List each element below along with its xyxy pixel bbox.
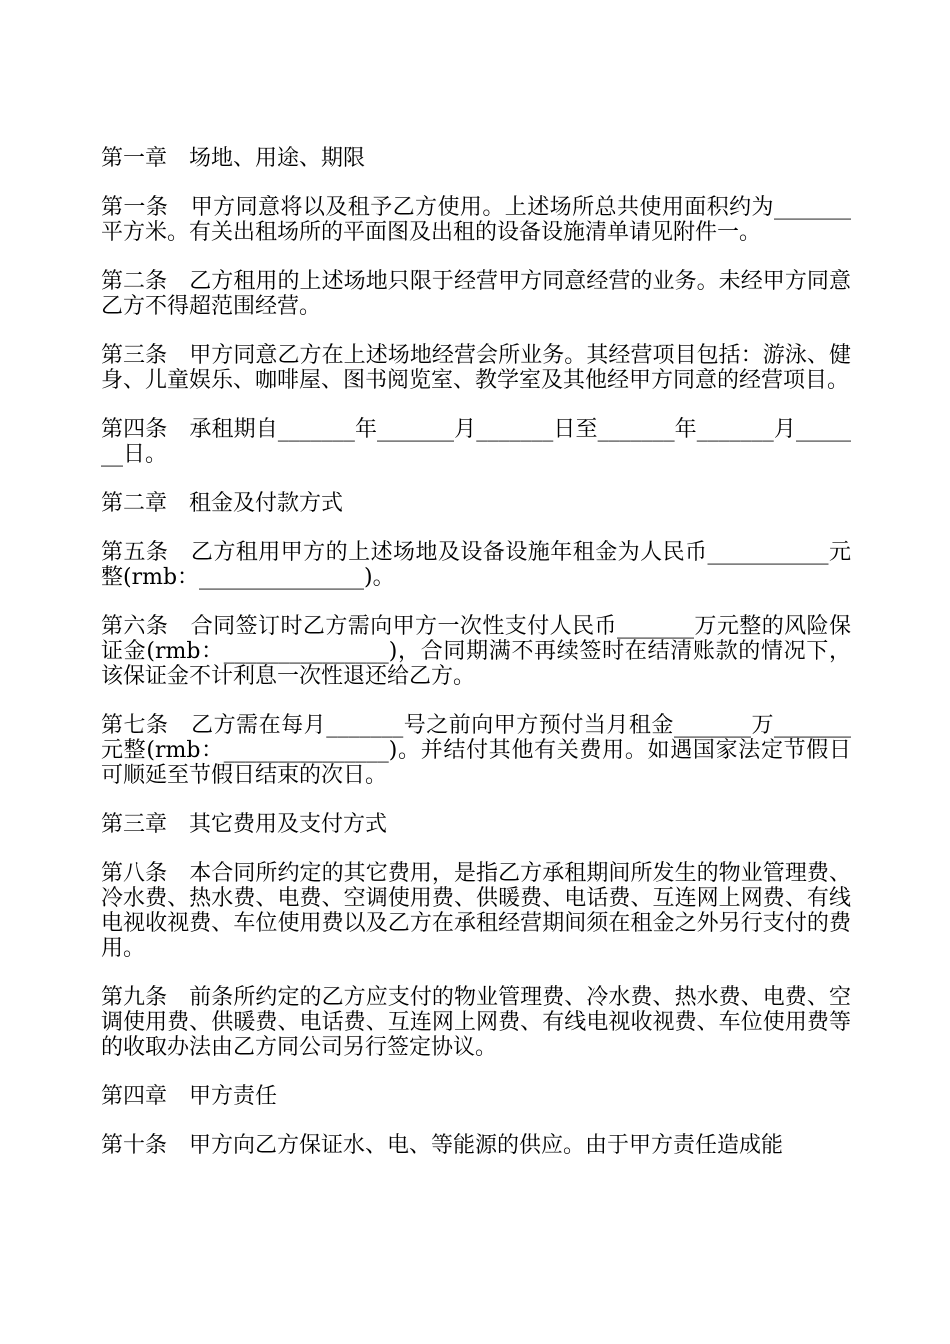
chapter-4-heading: 第四章 甲方责任 <box>101 1084 278 1109</box>
chapter-2-heading: 第二章 租金及付款方式 <box>101 491 344 516</box>
article-6: 第六条 合同签订时乙方需向甲方一次性支付人民币_______万元整的风险保证金(rmb：_______________)，合同期满不再续签时在结清账款的情况下，该保证金不计利息一次性退还给乙方。 <box>101 614 851 689</box>
article-8: 第八条 本合同所约定的其它费用，是指乙方承租期间所发生的物业管理费、冷水费、热水费、电费、空调使用费、供暖费、电话费、互连网上网费、有线电视收视费、车位使用费以及乙方在承租经营期间须在租金之外另行支付的费用。 <box>101 861 851 961</box>
article-9: 第九条 前条所约定的乙方应支付的物业管理费、冷水费、热水费、电费、空调使用费、供暖费、电话费、互连网上网费、有线电视收视费、车位使用费等的收取办法由乙方同公司另行签定协议。 <box>101 985 851 1060</box>
chapter-3-heading: 第三章 其它费用及支付方式 <box>101 812 388 837</box>
article-10: 第十条 甲方向乙方保证水、电、等能源的供应。由于甲方责任造成能 <box>101 1133 784 1158</box>
article-7: 第七条 乙方需在每月_______号之前向甲方预付当月租金_______万_______元整(rmb：_______________)。并结付其他有关费用。如遇国家法定节假日可顺延至节假日结束的次日。 <box>101 713 851 788</box>
article-5: 第五条 乙方租用甲方的上述场地及设备设施年租金为人民币___________元整(rmb：_______________)。 <box>101 540 851 590</box>
document-page <box>101 146 851 1182</box>
article-2: 第二条 乙方租用的上述场地只限于经营甲方同意经营的业务。未经甲方同意乙方不得超范围经营。 <box>101 269 851 319</box>
article-4: 第四条 承租期自_______年_______月_______日至_______年_______月_______日。 <box>101 417 851 467</box>
article-1: 第一条 甲方同意将以及租予乙方使用。上述场所总共使用面积约为_______平方米。有关出租场所的平面图及出租的设备设施清单请见附件一。 <box>101 195 851 245</box>
chapter-1-heading: 第一章 场地、用途、期限 <box>101 146 366 171</box>
article-3: 第三条 甲方同意乙方在上述场地经营会所业务。其经营项目包括：游泳、健身、儿童娱乐、咖啡屋、图书阅览室、教学室及其他经甲方同意的经营项目。 <box>101 343 851 393</box>
